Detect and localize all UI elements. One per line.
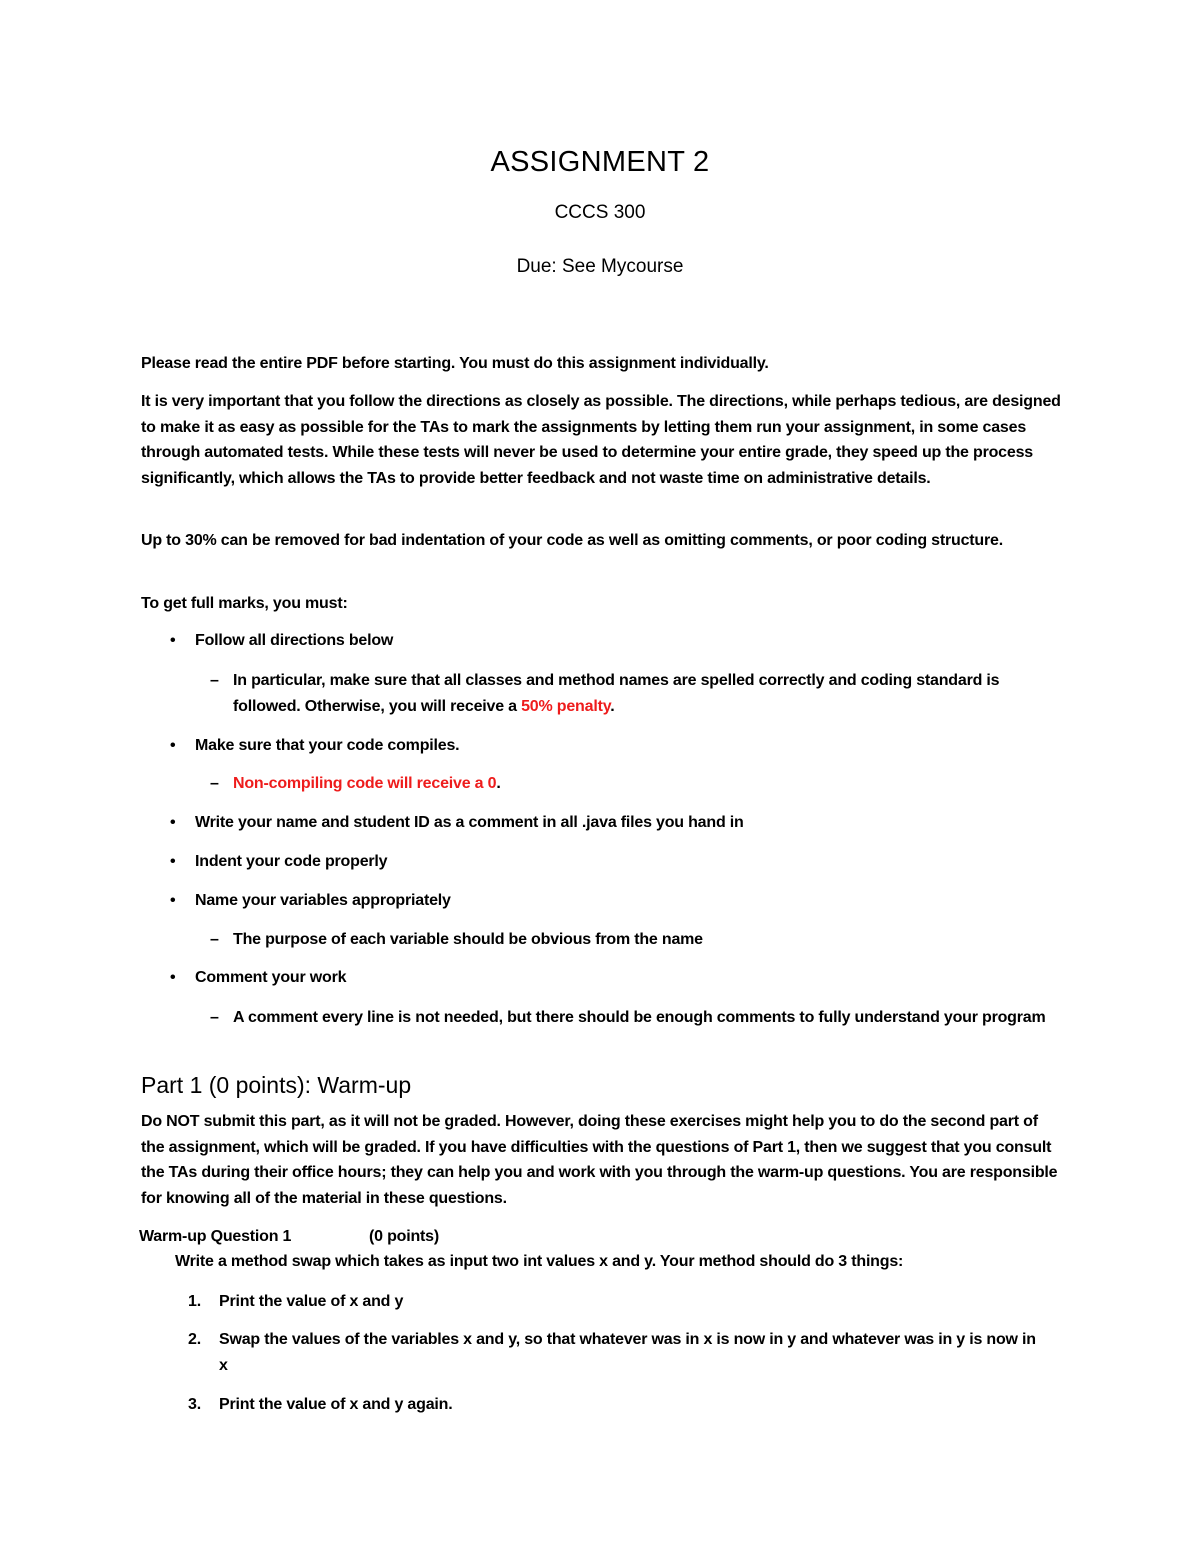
intro-paragraph-1: Please read the entire PDF before starting. You must do this assignment individually. — [141, 355, 769, 372]
step-text: Print the value of x and y — [219, 1293, 404, 1310]
sub-text-part: In particular, make sure that all classes and method names are spelled correctly and coding standard is followed. Otherwise, you will receive a — [233, 672, 1000, 715]
bullet-icon: • — [170, 632, 176, 649]
question-points: (0 points) — [369, 1228, 439, 1245]
dash-icon: – — [210, 672, 219, 689]
requirement-sub-text: A comment every line is not needed, but there should be enough comments to fully understand your program — [233, 1009, 1046, 1026]
question-title: Warm-up Question 1 — [139, 1228, 292, 1245]
dash-icon: – — [210, 1009, 219, 1026]
non-compiling-warning: Non-compiling code will receive a 0 — [233, 775, 497, 792]
requirement-sub-text: The purpose of each variable should be obvious from the name — [233, 931, 703, 948]
sub-text-end: . — [496, 775, 501, 792]
part-1-intro: Do NOT submit this part, as it will not be graded. However, doing these exercises might help you to do the second part of the assignment, which will be graded. If you have difficulties with the questions of Part 1, then we suggest that you consult the TAs during their office hours; they can help you and work with you through the warm-up questions. You are responsible for knowing all of the material in these questions. — [141, 1113, 1058, 1207]
bullet-icon: • — [170, 892, 176, 909]
requirement-sub-text — [233, 771, 1059, 797]
bullet-icon: • — [170, 814, 176, 831]
section-heading-part-1: Part 1 (0 points): Warm-up — [141, 1072, 412, 1098]
requirement-text: Make sure that your code compiles. — [195, 737, 460, 754]
document-title: ASSIGNMENT 2 — [490, 146, 710, 178]
sub-text-end: . — [610, 697, 615, 715]
bullet-icon: • — [170, 737, 176, 754]
requirement-text: Name your variables appropriately — [195, 892, 451, 909]
intro-paragraph-2: It is very important that you follow the directions as closely as possible. The directions, while perhaps tedious, are designed to make it as easy as possible for the TAs to mark the assignments by letting them run your assignment, in some cases through automated tests. While these tests will never be used to determine your entire grade, they speed up the process significantly, which allows the TAs to provide better feedback and not waste time on administrative details. — [141, 393, 1061, 487]
requirement-sub-text — [233, 668, 1059, 719]
step-number: 3. — [188, 1396, 201, 1413]
requirement-text: Indent your code properly — [195, 853, 388, 870]
question-description: Write a method swap which takes as input two int values x and y. Your method should do 3 things: — [175, 1253, 904, 1270]
course-code: CCCS 300 — [554, 202, 646, 223]
step-text: Print the value of x and y again. — [219, 1396, 453, 1413]
bullet-icon: • — [170, 853, 176, 870]
step-number: 2. — [188, 1331, 201, 1348]
penalty-highlight: 50% penalty — [521, 697, 611, 715]
dash-icon: – — [210, 775, 219, 792]
intro-paragraph-4: To get full marks, you must: — [141, 595, 348, 612]
step-text: Swap the values of the variables x and y, so that whatever was in x is now in y and whatever was in y is now in x — [219, 1331, 1036, 1374]
due-date: Due: See Mycourse — [516, 256, 684, 277]
dash-icon: – — [210, 931, 219, 948]
requirement-text: Follow all directions below — [195, 632, 394, 649]
step-number: 1. — [188, 1293, 201, 1310]
requirement-text: Comment your work — [195, 969, 347, 986]
intro-paragraph-3: Up to 30% can be removed for bad indentation of your code as well as omitting comments, or poor coding structure. — [141, 532, 1003, 549]
bullet-icon: • — [170, 969, 176, 986]
requirement-text: Write your name and student ID as a comment in all .java files you hand in — [195, 814, 744, 831]
question-heading — [139, 1224, 439, 1250]
